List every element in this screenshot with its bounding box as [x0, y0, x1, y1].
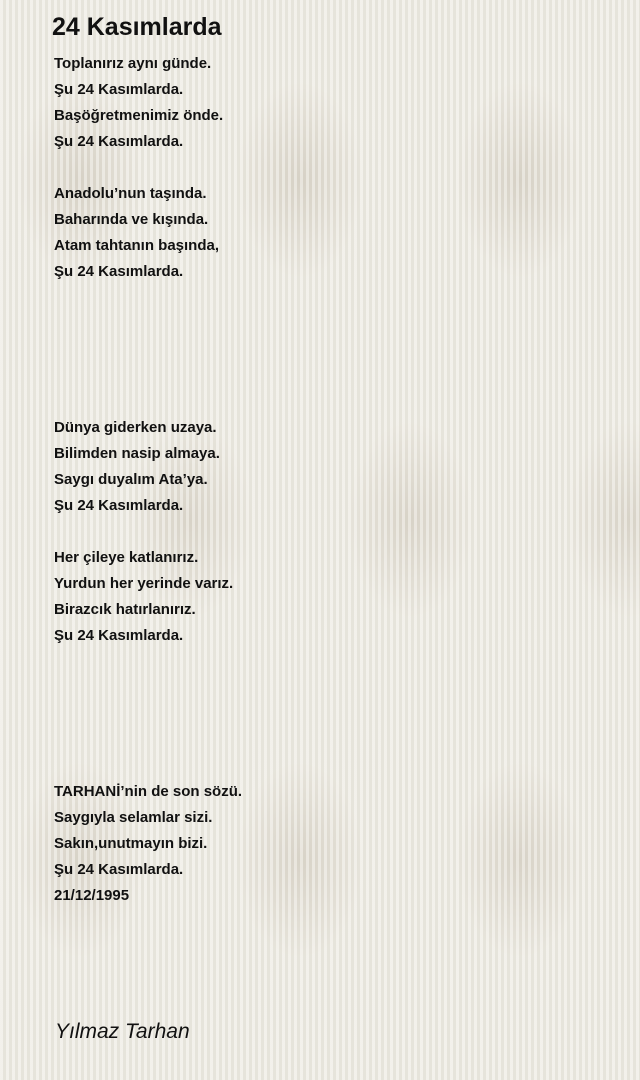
poem-title: 24 Kasımlarda	[52, 13, 222, 41]
poem-line: Saygıyla selamlar sizi.	[54, 809, 213, 826]
author-name: Yılmaz Tarhan	[55, 1020, 190, 1043]
stanza-gap	[54, 155, 614, 181]
poem-line: Anadolu’nun taşında.	[54, 185, 207, 202]
poem-date: 21/12/1995	[54, 887, 130, 904]
poem-line: Şu 24 Kasımlarda.	[54, 133, 184, 150]
section-gap	[54, 285, 614, 415]
poem-line: Sakın,unutmayın bizi.	[54, 835, 208, 852]
poem-line: Her çileye katlanırız.	[54, 549, 199, 566]
poem-line: Yurdun her yerinde varız.	[54, 575, 234, 592]
stanza-5	[54, 779, 614, 909]
stanza-3	[54, 415, 614, 519]
poem-line: Baharında ve kışında.	[54, 211, 209, 228]
poem-line: Başöğretmenimiz önde.	[54, 107, 224, 124]
poem-line: Dünya giderken uzaya.	[54, 419, 217, 436]
poem-line: Şu 24 Kasımlarda.	[54, 497, 184, 514]
poem-line: Şu 24 Kasımlarda.	[54, 861, 184, 878]
poem-line: Şu 24 Kasımlarda.	[54, 627, 184, 644]
poem-line: Saygı duyalım Ata’ya.	[54, 471, 208, 488]
poem-line: Toplanırız aynı günde.	[54, 55, 212, 72]
poem-line: Şu 24 Kasımlarda.	[54, 263, 184, 280]
stanza-4	[54, 545, 614, 649]
stanza-gap	[54, 519, 614, 545]
poem-body	[54, 51, 614, 909]
section-gap	[54, 649, 614, 779]
stanza-2	[54, 181, 614, 285]
poem-line: Birazcık hatırlanırız.	[54, 601, 196, 618]
poem-line: Bilimden nasip almaya.	[54, 445, 220, 462]
stanza-1	[54, 51, 614, 155]
poem-line: Atam tahtanın başında,	[54, 237, 220, 254]
poem-line: TARHANİ’nin de son sözü.	[54, 783, 243, 800]
poem-line: Şu 24 Kasımlarda.	[54, 81, 184, 98]
